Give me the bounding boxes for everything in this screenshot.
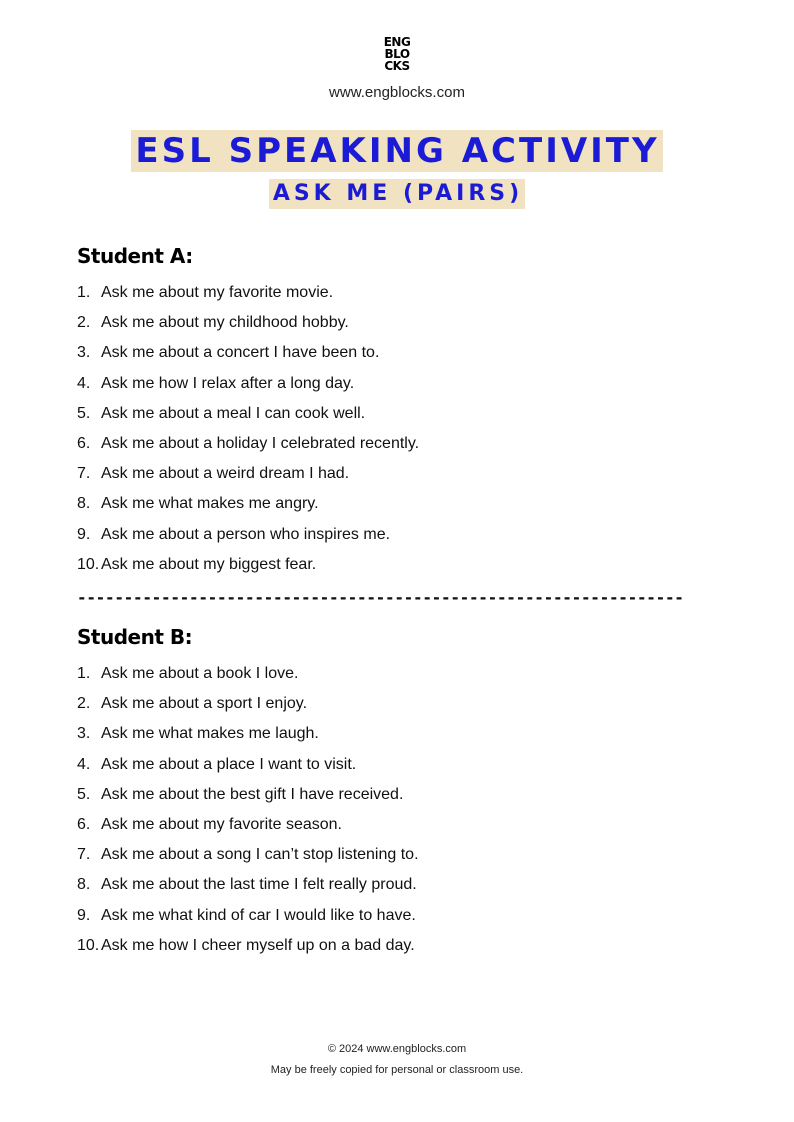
list-item: [77, 780, 737, 810]
list-item: [77, 870, 737, 900]
item-text: Ask me about a song I can’t stop listening to.: [101, 846, 419, 864]
student-b-heading: Student B:: [77, 625, 193, 649]
item-number: 9.: [77, 906, 91, 924]
logo-line-2: BLO: [384, 47, 410, 61]
list-item: [77, 659, 737, 689]
item-number: 5.: [77, 404, 91, 422]
list-item: [77, 308, 737, 338]
list-item: [77, 810, 737, 840]
item-text: Ask me about my favorite movie.: [101, 284, 334, 301]
engblocks-logo: [0, 36, 794, 72]
list-item: [77, 429, 737, 459]
item-text: Ask me about a concert I have been to.: [101, 344, 380, 362]
item-number: 4.: [77, 755, 91, 773]
item-number: 1.: [77, 284, 91, 301]
footer-copyright: © 2024 www.engblocks.com: [327, 1043, 467, 1055]
student-a-section: [77, 242, 737, 580]
item-number: 7.: [77, 465, 91, 483]
item-number: 10.: [77, 555, 100, 573]
item-number: 7.: [77, 846, 91, 864]
item-text: Ask me about a sport I enjoy.: [101, 695, 308, 713]
student-a-heading: Student A:: [77, 244, 193, 268]
item-number: 3.: [77, 344, 91, 362]
student-b-question-list: [77, 659, 737, 961]
footer-note: May be freely copied for personal or classroom use.: [270, 1064, 524, 1076]
item-text: Ask me about my favorite season.: [101, 815, 342, 833]
item-text: Ask me about a meal I can cook well.: [101, 404, 366, 422]
item-number: 10.: [77, 936, 100, 954]
item-text: Ask me about the best gift I have received.: [101, 785, 404, 803]
item-number: 6.: [77, 434, 91, 452]
list-item: [77, 399, 737, 429]
logo-line-3: CKS: [384, 59, 410, 73]
item-text: Ask me about the last time I felt really proud.: [101, 876, 417, 894]
item-number: 4.: [77, 374, 91, 392]
item-number: 2.: [77, 314, 91, 332]
item-number: 2.: [77, 695, 91, 713]
title-block: [0, 130, 794, 172]
item-text: Ask me about my biggest fear.: [101, 555, 317, 573]
dashed-separator: -----------------------------------------------------------------: [77, 588, 684, 607]
item-text: Ask me about a person who inspires me.: [101, 525, 391, 543]
item-text: Ask me about my childhood hobby.: [101, 314, 349, 332]
list-item: [77, 901, 737, 931]
page-subtitle: ASK ME (PAIRS): [269, 179, 525, 209]
list-item: [77, 520, 737, 550]
logo-line-1: ENG: [383, 35, 411, 49]
list-item: [77, 840, 737, 870]
item-text: Ask me what kind of car I would like to have.: [101, 906, 416, 924]
item-number: 9.: [77, 525, 91, 543]
student-a-question-list: [77, 278, 737, 580]
site-url[interactable]: www.engblocks.com: [329, 84, 465, 101]
item-text: Ask me what makes me laugh.: [101, 725, 319, 743]
list-item: [77, 489, 737, 519]
item-text: Ask me about a weird dream I had.: [101, 465, 350, 483]
item-number: 8.: [77, 876, 91, 894]
item-text: Ask me what makes me angry.: [101, 495, 319, 513]
list-item: [77, 750, 737, 780]
page-title: ESL SPEAKING ACTIVITY: [131, 130, 662, 172]
item-number: 8.: [77, 495, 91, 513]
item-number: 6.: [77, 815, 91, 833]
item-text: Ask me about a place I want to visit.: [101, 755, 357, 773]
item-number: 5.: [77, 785, 91, 803]
list-item: [77, 689, 737, 719]
list-item: [77, 550, 737, 580]
list-item: [77, 931, 737, 961]
item-text: Ask me about a book I love.: [101, 665, 299, 682]
item-text: Ask me how I cheer myself up on a bad day.: [101, 936, 415, 954]
subtitle-block: [0, 179, 794, 209]
item-number: 3.: [77, 725, 91, 743]
list-item: [77, 278, 737, 308]
student-b-section: [77, 623, 737, 961]
list-item: [77, 459, 737, 489]
item-number: 1.: [77, 665, 91, 682]
item-text: Ask me how I relax after a long day.: [101, 374, 355, 392]
list-item: [77, 338, 737, 368]
list-item: [77, 369, 737, 399]
item-text: Ask me about a holiday I celebrated recently.: [101, 434, 420, 452]
list-item: [77, 719, 737, 749]
